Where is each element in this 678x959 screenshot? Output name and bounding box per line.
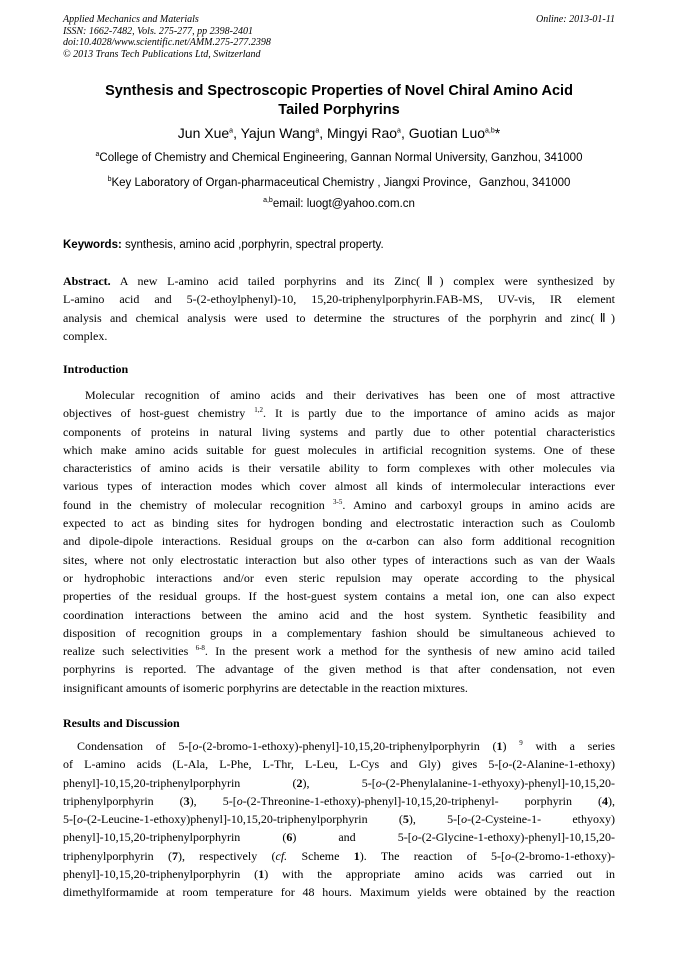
results-text: -(2-bromo-1-ethoxy)-phenyl]-10,15,20-triphenylporphyrin ( bbox=[198, 739, 497, 753]
copyright-line: © 2013 Trans Tech Publications Ltd, Switzerland bbox=[63, 48, 261, 60]
italic-text: o bbox=[461, 812, 468, 827]
keywords-text: synthesis, amino acid ,porphyrin, spectral property. bbox=[121, 239, 384, 251]
intro-line: insignificant amounts of isomeric porphyrins are detectable in the reaction mixtures. bbox=[63, 680, 468, 695]
affiliation-b-mark: b bbox=[107, 176, 112, 184]
results-text: -(2-Phenylalanine-1-ethyoxy)-phenyl]-10,15,20- bbox=[381, 775, 615, 790]
author-1-affil: a bbox=[229, 127, 234, 135]
citation: 9 bbox=[519, 739, 523, 747]
results-text: ). The reaction of 5-[ bbox=[359, 848, 506, 863]
affiliation-a bbox=[63, 151, 615, 165]
compound-number: 6 bbox=[286, 830, 293, 845]
results-text: triphenylporphyrin ( bbox=[63, 793, 184, 808]
intro-text: objectives of host-guest chemistry bbox=[63, 406, 255, 421]
intro-line: sites, where not only electrostatic interaction but also other types of interactions such as van der Waals bbox=[63, 552, 615, 567]
section-heading-introduction: Introduction bbox=[63, 362, 129, 376]
results-paragraph bbox=[63, 737, 615, 902]
results-line bbox=[63, 865, 615, 883]
results-line bbox=[63, 828, 615, 846]
intro-line: components of proteins in natural living systems and partly due to other potential characteristics bbox=[63, 424, 615, 439]
citation: 3-5 bbox=[333, 497, 343, 506]
results-line bbox=[63, 792, 615, 810]
results-text: -(2-bromo-1-ethoxy)- bbox=[511, 848, 615, 863]
intro-text: . It is partly due to the importance of amino acids as major bbox=[262, 406, 615, 421]
intro-line: various types of interaction modes which cover almost all kinds of intermolecular interactions ever bbox=[63, 479, 615, 494]
results-text: ), respectively ( bbox=[177, 848, 276, 863]
corresponding-mark: * bbox=[494, 125, 501, 141]
results-text: ) bbox=[502, 739, 520, 753]
author-4-affil: a,b bbox=[485, 127, 495, 135]
intro-line: characteristics of amino acids is their versatile ability to form complexes with other molecules via bbox=[63, 461, 615, 476]
abstract-label: Abstract. bbox=[63, 274, 111, 288]
compound-number: 1 bbox=[496, 739, 503, 753]
keywords bbox=[63, 238, 615, 252]
email-mark: a,b bbox=[263, 197, 273, 205]
section-heading-results: Results and Discussion bbox=[63, 716, 180, 730]
abstract-text-1: A new L-amino acid tailed porphyrins and its Zinc(Ⅱ) complex were synthesized by bbox=[110, 274, 615, 288]
intro-text: . Amino and carboxyl groups in amino acids are bbox=[342, 497, 616, 512]
results-line bbox=[63, 774, 615, 792]
italic-text: o bbox=[411, 830, 418, 845]
italic-text: o bbox=[502, 757, 509, 772]
italic-text: o bbox=[236, 793, 243, 808]
author-1: Jun Xue bbox=[177, 125, 230, 141]
results-text: -(2-Glycine-1-ethoxy)-phenyl]-10,15,20- bbox=[417, 830, 615, 845]
scheme-number: 1 bbox=[353, 848, 360, 863]
affiliation-b bbox=[63, 176, 615, 190]
email-text[interactable]: email: luogt@yahoo.com.cn bbox=[272, 198, 415, 210]
compound-number: 1 bbox=[258, 867, 265, 882]
intro-line bbox=[63, 496, 615, 514]
citation: 6-8 bbox=[195, 644, 205, 653]
intro-line bbox=[63, 404, 615, 422]
results-line bbox=[63, 847, 615, 865]
intro-line: disposition of recognition groups in a complementary fashion should be simultaneous achieved to bbox=[63, 625, 615, 640]
abstract-line: complex. bbox=[63, 328, 108, 343]
results-line bbox=[63, 810, 615, 828]
results-line bbox=[63, 755, 615, 773]
paper-title bbox=[63, 82, 615, 120]
author-3-affil: a bbox=[397, 127, 401, 135]
title-line-2: Tailed Porphyrins bbox=[278, 102, 400, 118]
author-4: , Guotian Luo bbox=[400, 125, 486, 141]
italic-text: o bbox=[192, 739, 199, 753]
results-line bbox=[63, 737, 615, 755]
affiliation-b-text: Key Laboratory of Organ-pharmaceutical Chemistry , Jiangxi Province，Ganzhou, 341000 bbox=[111, 177, 571, 189]
compound-number: 5 bbox=[402, 812, 409, 827]
intro-text: . In the present work a method for the synthesis of new amino acid tailed bbox=[204, 644, 615, 659]
intro-line: coordination interactions between the amino acid and the host system. Synthetic feasibility and bbox=[63, 607, 615, 622]
author-2-affil: a bbox=[315, 127, 320, 135]
keywords-label: Keywords: bbox=[63, 239, 122, 251]
results-text: phenyl]-10,15,20-triphenylporphyrin ( bbox=[63, 867, 259, 882]
results-text: ) with the appropriate amino acids was carried out in bbox=[264, 867, 616, 882]
results-text: Condensation of 5-[ bbox=[77, 739, 193, 753]
intro-line: which make amino acids suitable for guest molecules in artificial recognition systems. One of these bbox=[63, 442, 615, 457]
online-date: Online: 2013-01-11 bbox=[536, 14, 615, 25]
results-text: with a series bbox=[522, 739, 616, 753]
compound-number: 2 bbox=[296, 775, 303, 790]
abstract-line: L-amino acid and 5-(2-ethoylphenyl)-10, 15,20-triphenylporphyrin.FAB-MS, UV-vis, IR element bbox=[63, 292, 615, 307]
title-line-1: Synthesis and Spectroscopic Properties of Novel Chiral Amino Acid bbox=[105, 83, 573, 99]
results-line: dimethylformamide at room temperature for 48 hours. Maximum yields were obtained by the reaction bbox=[63, 885, 615, 900]
abstract bbox=[63, 272, 615, 345]
results-text: 5-[ bbox=[63, 812, 77, 827]
author-list bbox=[63, 124, 615, 142]
issn-line: ISSN: 1662-7482, Vols. 275-277, pp 2398-2401 bbox=[63, 25, 253, 37]
results-text: triphenylporphyrin ( bbox=[63, 848, 172, 863]
italic-text: o bbox=[375, 775, 382, 790]
intro-line: porphyrins is reported. The advantage of the given method is that after condensation, not even bbox=[63, 662, 615, 677]
italic-text: o bbox=[505, 848, 512, 863]
results-text: -(2-Threonine-1-ethoxy)-phenyl]-10,15,20-triphenyl- porphyrin ( bbox=[242, 793, 602, 808]
italic-text: o bbox=[77, 812, 83, 827]
journal-name: Applied Mechanics and Materials bbox=[63, 14, 199, 25]
results-text: -(2-Leucine-1-ethoxy)phenyl]-10,15,20-triphenylporphyrin ( bbox=[83, 812, 403, 827]
affiliation-a-mark: a bbox=[95, 151, 100, 159]
intro-text: found in the chemistry of molecular recognition bbox=[63, 497, 334, 512]
results-text: Scheme bbox=[287, 848, 354, 863]
abstract-line: analysis and chemical analysis were used to determine the structures of the porphyrin and zinc(Ⅱ) bbox=[63, 310, 615, 325]
author-2: , Yajun Wang bbox=[233, 125, 316, 141]
introduction-paragraph bbox=[63, 386, 615, 697]
intro-line bbox=[63, 642, 615, 660]
author-3: , Mingyi Rao bbox=[319, 125, 398, 141]
compound-number: 4 bbox=[601, 793, 608, 808]
intro-line: and dipole-dipole interactions. Residual groups on the α-carbon can also form additional recognition bbox=[63, 534, 615, 549]
results-text: -(2-Cysteine-1- ethyoxy) bbox=[467, 812, 615, 827]
results-text: ), 5-[ bbox=[189, 793, 237, 808]
intro-line: expected to act as binding sites for hydrogen bonding and electrostatic interaction such as Coulomb bbox=[63, 516, 615, 531]
abstract-line bbox=[63, 272, 615, 290]
affiliation-a-text: College of Chemistry and Chemical Engineering, Gannan Normal University, Ganzhou, 341000 bbox=[99, 152, 583, 164]
results-text: ), bbox=[607, 793, 615, 808]
results-text: phenyl]-10,15,20-triphenylporphyrin ( bbox=[63, 830, 287, 845]
intro-line: Molecular recognition of amino acids and their derivatives has been one of most attractive bbox=[85, 388, 615, 402]
intro-line: properties of the residual groups. If the host-guest system contains a metal ion, one can also expect bbox=[63, 589, 615, 604]
email-line bbox=[63, 197, 615, 211]
italic-text: cf. bbox=[275, 848, 288, 863]
doi-line: doi:10.4028/www.scientific.net/AMM.275-277.2398 bbox=[63, 37, 271, 48]
journal-header bbox=[63, 14, 615, 60]
compound-number: 3 bbox=[183, 793, 190, 808]
results-text: ), 5-[ bbox=[302, 775, 376, 790]
results-text: phenyl]-10,15,20-triphenylporphyrin ( bbox=[63, 775, 297, 790]
results-text: -(2-Alanine-1-ethoxy) bbox=[508, 757, 615, 772]
citation: 1,2 bbox=[254, 406, 263, 415]
intro-text: realize such selectivities bbox=[63, 644, 196, 659]
intro-line: or hydrophobic interactions and/or even steric repulsion may operate according to the physical bbox=[63, 570, 615, 585]
results-text: ) and 5-[ bbox=[292, 830, 412, 845]
results-text: ), 5-[ bbox=[408, 812, 462, 827]
results-text: of L-amino acids (L-Ala, L-Phe, L-Thr, L-Leu, L-Cys and Gly) gives 5-[ bbox=[63, 757, 503, 772]
compound-number: 7 bbox=[171, 848, 178, 863]
